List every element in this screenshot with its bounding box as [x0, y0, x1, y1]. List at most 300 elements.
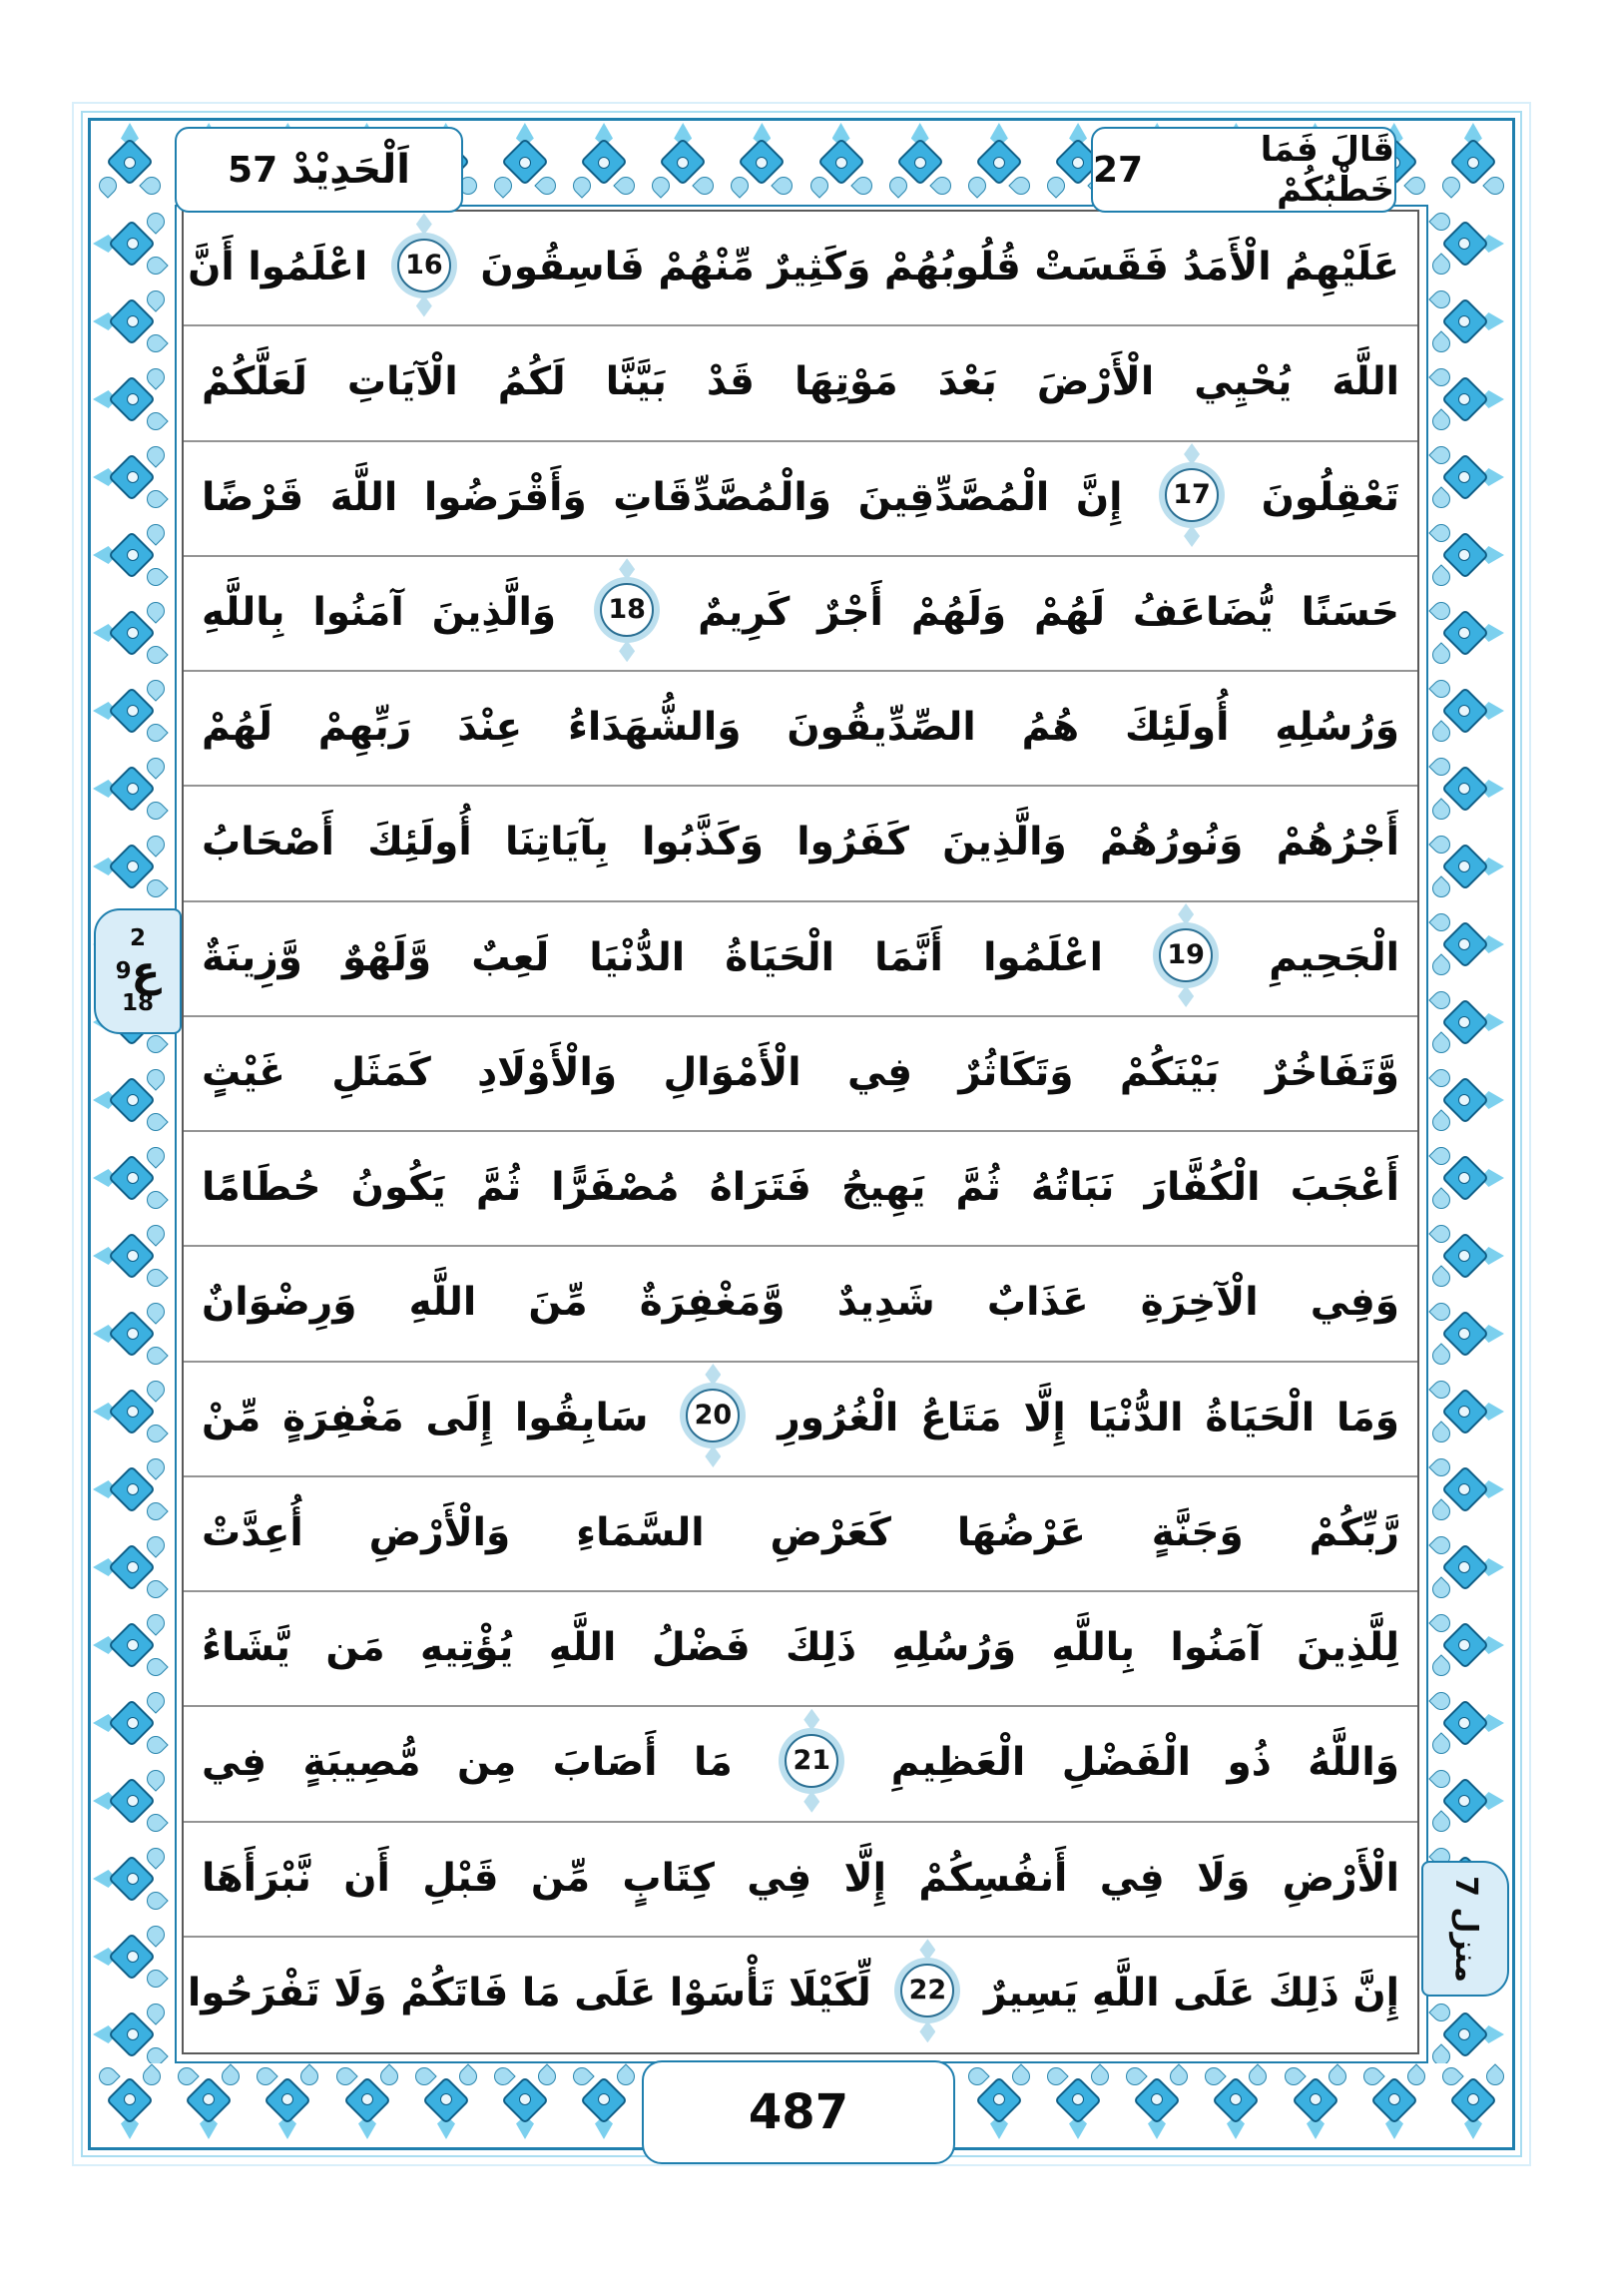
- arabesque-motif-part: [143, 486, 168, 511]
- arabesque-motif-part: [143, 1109, 168, 1134]
- arabesque-motif-part: [127, 238, 139, 250]
- arabesque-motif-part: [95, 2063, 120, 2088]
- arabesque-motif-part: [143, 442, 168, 467]
- arabesque-motif: [1428, 1528, 1506, 1606]
- arabesque-motif: [565, 121, 643, 199]
- arabesque-motif-part: [1458, 1561, 1470, 1573]
- arabesque-motif-part: [1428, 798, 1453, 823]
- ayah-line: [184, 787, 1417, 901]
- arabesque-motif: [1428, 672, 1506, 750]
- arabesque-motif-part: [1428, 1421, 1453, 1445]
- arabesque-motif-part: [1428, 287, 1453, 311]
- arabesque-motif-part: [1428, 1065, 1453, 1090]
- arabesque-motif-part: [143, 1810, 168, 1835]
- arabesque-motif-part: [1403, 2063, 1428, 2088]
- arabesque-motif-part: [1428, 1610, 1453, 1635]
- arabesque-motif-part: [143, 1299, 168, 1324]
- arabesque-motif-part: [756, 157, 768, 169]
- arabesque-motif-part: [1428, 676, 1453, 701]
- ruku-ain-symbol: ع: [131, 946, 161, 995]
- arabesque-motif-part: [1458, 1483, 1470, 1495]
- arabesque-motif-part: [772, 173, 797, 198]
- arabesque-motif: [486, 121, 564, 199]
- arabesque-motif: [91, 1061, 169, 1139]
- arabesque-motif-part: [1388, 2093, 1400, 2105]
- arabesque-motif-part: [127, 1328, 139, 1340]
- arabesque-motif: [1428, 1295, 1506, 1373]
- arabesque-motif-part: [254, 2063, 278, 2088]
- arabesque-motif-part: [1008, 173, 1033, 198]
- arabesque-motif-part: [1428, 1576, 1453, 1601]
- verse-number-marker: 17: [1165, 468, 1219, 522]
- arabesque-motif-part: [174, 2063, 199, 2088]
- arabesque-motif-part: [143, 330, 168, 355]
- arabesque-motif: [91, 1528, 169, 1606]
- arabesque-motif-part: [218, 2063, 243, 2088]
- arabesque-motif-part: [993, 157, 1005, 169]
- ayah-line: [184, 1247, 1417, 1362]
- arabesque-motif-part: [534, 173, 559, 198]
- arabesque-motif-part: [143, 364, 168, 389]
- arabesque-motif: [1428, 1450, 1506, 1528]
- arabesque-motif-part: [1072, 2093, 1084, 2105]
- arabesque-motif: [91, 2063, 169, 2141]
- arabesque-motif: [1428, 750, 1506, 828]
- arabesque-motif-part: [569, 2063, 594, 2088]
- arabesque-motif-part: [127, 1873, 139, 1885]
- arabesque-motif-part: [143, 2043, 168, 2063]
- arabesque-motif: [91, 594, 169, 672]
- ayah-line: [184, 326, 1417, 441]
- arabesque-motif-part: [1438, 2063, 1463, 2088]
- arabesque-motif-part: [1428, 1265, 1453, 1290]
- arabesque-motif-part: [1428, 1688, 1453, 1713]
- arabesque-motif-part: [1458, 238, 1470, 250]
- arabesque-motif: [407, 2063, 485, 2141]
- arabesque-motif-part: [1428, 364, 1453, 389]
- arabesque-motif-part: [127, 1406, 139, 1418]
- arabesque-motif-part: [143, 1766, 168, 1791]
- arabesque-motif-part: [964, 173, 989, 198]
- arabesque-motif-part: [1458, 549, 1470, 561]
- ayah-text: رَّبِّكُمْ وَجَنَّةٍ عَرْضُهَا كَعَرْضِ السَّمَاءِ وَالْأَرْضِ أُعِدَّتْ: [202, 1509, 1399, 1555]
- ayah-line: [184, 902, 1417, 1017]
- arabesque-motif-part: [1087, 2063, 1112, 2088]
- arabesque-motif: [91, 438, 169, 516]
- arabesque-motif: [1428, 516, 1506, 594]
- verse-number-marker: 16: [397, 239, 451, 292]
- ayah-text: تَعْقِلُونَ: [1261, 474, 1399, 520]
- border-band-left: [91, 205, 177, 2063]
- arabesque-motif-part: [1428, 1143, 1453, 1168]
- arabesque-motif-part: [143, 1610, 168, 1635]
- arabesque-motif-part: [143, 875, 168, 900]
- arabesque-motif-part: [127, 1094, 139, 1106]
- arabesque-motif: [1428, 1996, 1506, 2063]
- arabesque-motif: [91, 1139, 169, 1217]
- arabesque-motif-part: [1072, 157, 1084, 169]
- arabesque-motif-part: [569, 173, 594, 198]
- arabesque-motif-part: [1458, 627, 1470, 639]
- arabesque-motif: [1428, 438, 1506, 516]
- arabesque-motif-part: [127, 705, 139, 717]
- ruku-mid-number: 9: [115, 957, 132, 984]
- arabesque-motif-part: [1458, 861, 1470, 872]
- arabesque-motif-part: [124, 157, 136, 169]
- manzil-marker-tab: [1421, 1861, 1509, 1997]
- arabesque-motif-part: [1428, 720, 1453, 745]
- arabesque-motif-part: [519, 2093, 531, 2105]
- arabesque-motif-part: [885, 173, 910, 198]
- arabesque-motif: [960, 121, 1038, 199]
- ayah-text: الْجَحِيمِ: [1269, 934, 1400, 980]
- arabesque-motif: [1197, 2063, 1275, 2141]
- arabesque-motif-part: [1246, 2063, 1271, 2088]
- arabesque-motif: [723, 121, 800, 199]
- arabesque-motif-part: [143, 1888, 168, 1913]
- arabesque-motif: [1118, 2063, 1196, 2141]
- ayah-text: وَفِي الْآخِرَةِ عَذَابٌ شَدِيدٌ وَّمَغْفِرَةٌ مِّنَ اللَّهِ وَرِضْوَانٌ: [202, 1280, 1399, 1326]
- arabesque-motif-part: [143, 408, 168, 433]
- arabesque-motif-part: [806, 173, 831, 198]
- arabesque-motif-part: [1043, 2063, 1068, 2088]
- ayah-text: مَا أَصَابَ مِن مُّصِيبَةٍ فِي: [202, 1740, 733, 1786]
- surah-header-tab: [175, 127, 463, 213]
- ayah-text: إِنَّ الْمُصَّدِّقِينَ وَالْمُصَّدِّقَاتِ وَأَقْرَضُوا اللَّهَ قَرْضًا: [202, 474, 1123, 520]
- arabesque-motif-part: [127, 1717, 139, 1729]
- arabesque-motif-part: [143, 1654, 168, 1679]
- arabesque-motif-part: [1428, 2000, 1453, 2024]
- arabesque-motif-part: [1428, 1654, 1453, 1679]
- ayah-line: [184, 557, 1417, 672]
- arabesque-motif-part: [1458, 1250, 1470, 1262]
- verse-number-marker: 19: [1159, 928, 1213, 982]
- arabesque-motif: [91, 1840, 169, 1918]
- ruku-juz-count: 18: [121, 990, 154, 1016]
- arabesque-motif-part: [1043, 173, 1068, 198]
- arabesque-motif: [91, 1762, 169, 1840]
- arabesque-motif-part: [1428, 1532, 1453, 1557]
- arabesque-motif-part: [1458, 2028, 1470, 2040]
- arabesque-motif: [1428, 828, 1506, 905]
- verse-number-marker: 22: [900, 1964, 954, 2017]
- arabesque-motif: [91, 1606, 169, 1684]
- ayah-text: لِّكَيْلَا تَأْسَوْا عَلَى مَا فَاتَكُمْ وَلَا تَفْرَحُوا: [187, 1970, 871, 2015]
- arabesque-motif-part: [1458, 1406, 1470, 1418]
- arabesque-motif: [91, 1295, 169, 1373]
- arabesque-motif: [91, 360, 169, 438]
- arabesque-motif: [1428, 1217, 1506, 1295]
- arabesque-motif-part: [964, 2063, 989, 2088]
- arabesque-motif-part: [1123, 2063, 1148, 2088]
- ayah-text: اللَّهَ يُحْيِي الْأَرْضَ بَعْدَ مَوْتِهَا قَدْ بَيَّنَّا لَكُمُ الْآيَاتِ لَعَلَّكُمْ: [202, 359, 1399, 405]
- arabesque-motif-part: [1428, 408, 1453, 433]
- arabesque-motif-part: [1467, 2093, 1479, 2105]
- arabesque-motif-part: [728, 173, 753, 198]
- ruku-surah-count: 2: [129, 925, 146, 951]
- ruku-marker-tab: [94, 908, 182, 1034]
- arabesque-motif-part: [127, 1639, 139, 1651]
- arabesque-motif: [1428, 983, 1506, 1061]
- arabesque-motif-part: [127, 1951, 139, 1963]
- arabesque-motif-part: [519, 157, 531, 169]
- arabesque-motif: [91, 1918, 169, 1996]
- arabesque-motif: [486, 2063, 564, 2141]
- arabesque-motif-part: [1438, 173, 1463, 198]
- arabesque-motif-part: [411, 2063, 436, 2088]
- arabesque-motif-part: [1167, 2063, 1192, 2088]
- arabesque-motif-part: [455, 2063, 480, 2088]
- arabesque-motif-part: [376, 2063, 401, 2088]
- arabesque-motif: [249, 2063, 326, 2141]
- arabesque-motif: [1428, 283, 1506, 360]
- arabesque-motif-part: [143, 287, 168, 311]
- arabesque-motif: [91, 1684, 169, 1762]
- arabesque-motif-part: [914, 157, 926, 169]
- arabesque-motif-part: [1428, 442, 1453, 467]
- arabesque-motif-part: [143, 1732, 168, 1757]
- juz-header-tab: [1091, 127, 1396, 213]
- arabesque-motif-part: [1458, 938, 1470, 950]
- arabesque-motif-part: [143, 598, 168, 623]
- arabesque-motif: [1428, 1606, 1506, 1684]
- ayah-text: وَّتَفَاخُرٌ بَيْنَكُمْ وَتَكَاثُرٌ فِي الْأَمْوَالِ وَالْأَوْلَادِ كَمَثَلِ غَيْثٍ: [202, 1049, 1399, 1095]
- arabesque-motif-part: [1428, 642, 1453, 667]
- arabesque-motif-part: [1482, 2063, 1507, 2088]
- arabesque-motif-part: [127, 1172, 139, 1184]
- arabesque-motif-part: [490, 173, 515, 198]
- arabesque-motif-part: [1359, 2063, 1384, 2088]
- arabesque-motif-part: [127, 393, 139, 405]
- arabesque-motif-part: [127, 861, 139, 872]
- arabesque-motif: [802, 121, 880, 199]
- arabesque-motif: [565, 2063, 643, 2141]
- arabesque-motif-part: [613, 2063, 638, 2088]
- arabesque-motif-part: [1428, 1810, 1453, 1835]
- ayah-text: أَعْجَبَ الْكُفَّارَ نَبَاتُهُ ثُمَّ يَهِيجُ فَتَرَاهُ مُصْفَرًّا ثُمَّ يَكُونُ حُطَامًا: [202, 1165, 1399, 1210]
- arabesque-motif-part: [534, 2063, 559, 2088]
- arabesque-motif-part: [361, 2093, 373, 2105]
- arabesque-motif-part: [1458, 1717, 1470, 1729]
- arabesque-motif-part: [127, 471, 139, 483]
- arabesque-motif-part: [1310, 2093, 1322, 2105]
- arabesque-motif-part: [598, 157, 610, 169]
- arabesque-motif-part: [143, 832, 168, 857]
- arabesque-motif-part: [143, 1221, 168, 1246]
- arabesque-motif-part: [1458, 705, 1470, 717]
- verse-number-marker: 20: [686, 1389, 740, 1442]
- arabesque-motif-part: [127, 1561, 139, 1573]
- arabesque-motif: [91, 1450, 169, 1528]
- arabesque-motif-part: [143, 253, 168, 278]
- arabesque-motif: [1355, 2063, 1433, 2141]
- verse-number-marker: 18: [600, 583, 654, 637]
- juz-number: 27: [1093, 149, 1144, 191]
- arabesque-motif-part: [1428, 754, 1453, 779]
- ayah-line: [184, 1823, 1417, 1938]
- arabesque-motif-part: [1458, 783, 1470, 795]
- arabesque-motif-part: [143, 754, 168, 779]
- page-number-tab: [642, 2060, 955, 2164]
- arabesque-motif-part: [1428, 1498, 1453, 1523]
- arabesque-motif-part: [1458, 1094, 1470, 1106]
- verse-number-marker: 21: [785, 1734, 838, 1788]
- arabesque-motif-part: [95, 173, 120, 198]
- arabesque-motif-part: [1428, 486, 1453, 511]
- arabesque-motif-part: [127, 1795, 139, 1807]
- arabesque-motif-part: [929, 173, 954, 198]
- arabesque-motif: [1039, 2063, 1117, 2141]
- arabesque-motif-part: [1428, 987, 1453, 1012]
- ayah-line: [184, 672, 1417, 787]
- arabesque-motif-part: [1428, 875, 1453, 900]
- arabesque-motif-part: [1428, 1299, 1453, 1324]
- arabesque-motif-part: [143, 1922, 168, 1947]
- ayah-line: [184, 1592, 1417, 1707]
- arabesque-motif-part: [143, 2000, 168, 2024]
- arabesque-motif-part: [143, 1498, 168, 1523]
- ayah-line: [184, 1017, 1417, 1132]
- ayah-text: اعْلَمُوا أَنَّ: [188, 245, 368, 289]
- arabesque-motif-part: [1458, 1795, 1470, 1807]
- arabesque-motif: [91, 121, 169, 199]
- arabesque-motif: [91, 1217, 169, 1295]
- ayah-line: [184, 212, 1417, 326]
- arabesque-motif-part: [1403, 173, 1428, 198]
- arabesque-motif: [1428, 1762, 1506, 1840]
- arabesque-motif: [1428, 905, 1506, 983]
- arabesque-motif: [1277, 2063, 1354, 2141]
- arabesque-motif-part: [143, 1844, 168, 1869]
- arabesque-motif-part: [1428, 598, 1453, 623]
- arabesque-motif: [1434, 121, 1512, 199]
- arabesque-motif-part: [648, 173, 673, 198]
- arabesque-motif-part: [124, 2093, 136, 2105]
- page-number: 487: [748, 2084, 849, 2140]
- text-lines: [182, 210, 1419, 2054]
- arabesque-motif-part: [127, 1483, 139, 1495]
- arabesque-motif-part: [1428, 2043, 1453, 2063]
- arabesque-motif-part: [1458, 1328, 1470, 1340]
- ayah-text: الْأَرْضِ وَلَا فِي أَنفُسِكُمْ إِلَّا فِي كِتَابٍ مِّن قَبْلِ أَن نَّبْرَأَهَا: [202, 1855, 1399, 1901]
- arabesque-motif-part: [1428, 253, 1453, 278]
- ayah-text: إِنَّ ذَلِكَ عَلَى اللَّهِ يَسِيرٌ: [983, 1970, 1399, 2015]
- arabesque-motif-part: [143, 1031, 168, 1056]
- ayah-line: [184, 1363, 1417, 1477]
- arabesque-motif-part: [993, 2093, 1005, 2105]
- arabesque-motif-part: [1428, 832, 1453, 857]
- arabesque-motif-part: [1428, 1343, 1453, 1368]
- arabesque-motif-part: [1428, 1377, 1453, 1402]
- arabesque-motif-part: [1458, 1016, 1470, 1028]
- arabesque-motif-part: [143, 1532, 168, 1557]
- arabesque-motif: [1428, 1061, 1506, 1139]
- arabesque-motif-part: [332, 2063, 357, 2088]
- arabesque-motif: [91, 1373, 169, 1450]
- arabesque-motif: [91, 205, 169, 283]
- arabesque-motif-part: [1428, 520, 1453, 545]
- arabesque-motif-part: [127, 1250, 139, 1262]
- arabesque-motif: [1428, 1373, 1506, 1450]
- arabesque-motif-part: [1428, 1454, 1453, 1479]
- arabesque-motif-part: [1281, 2063, 1306, 2088]
- arabesque-motif-part: [490, 2063, 515, 2088]
- arabesque-motif-part: [1202, 2063, 1227, 2088]
- arabesque-motif-part: [143, 1421, 168, 1445]
- arabesque-motif-part: [143, 1065, 168, 1090]
- arabesque-motif-part: [1458, 393, 1470, 405]
- ayah-text: عَلَيْهِمُ الْأَمَدُ فَقَسَتْ قُلُوبُهُمْ وَكَثِيرٌ مِّنْهُمْ فَاسِقُونَ: [480, 245, 1399, 289]
- arabesque-motif-part: [835, 157, 847, 169]
- arabesque-motif: [1428, 1684, 1506, 1762]
- arabesque-motif-part: [127, 2028, 139, 2040]
- arabesque-motif: [881, 121, 959, 199]
- arabesque-motif-part: [1008, 2063, 1033, 2088]
- arabesque-motif-part: [127, 549, 139, 561]
- surah-name: اَلْحَدِيْدْ: [291, 147, 410, 193]
- ayah-line: [184, 442, 1417, 557]
- arabesque-motif-part: [143, 1966, 168, 1991]
- arabesque-motif-part: [127, 783, 139, 795]
- arabesque-motif-part: [1482, 173, 1507, 198]
- arabesque-motif: [1434, 2063, 1512, 2141]
- arabesque-motif-part: [1428, 1109, 1453, 1134]
- arabesque-motif: [91, 283, 169, 360]
- arabesque-motif: [91, 672, 169, 750]
- arabesque-motif-part: [143, 1688, 168, 1713]
- arabesque-motif-part: [143, 1377, 168, 1402]
- arabesque-motif-part: [692, 173, 717, 198]
- arabesque-motif-part: [1428, 1732, 1453, 1757]
- arabesque-motif-part: [598, 2093, 610, 2105]
- arabesque-motif-part: [1458, 471, 1470, 483]
- arabesque-motif: [91, 516, 169, 594]
- arabesque-motif-part: [1428, 209, 1453, 234]
- arabesque-motif: [91, 750, 169, 828]
- arabesque-motif-part: [143, 1343, 168, 1368]
- arabesque-motif-part: [143, 564, 168, 589]
- arabesque-motif-part: [1325, 2063, 1349, 2088]
- border-band-right: [1426, 205, 1512, 2063]
- arabesque-motif-part: [1428, 1766, 1453, 1791]
- ayah-text: اعْلَمُوا أَنَّمَا الْحَيَاةُ الدُّنْيَا لَعِبٌ وَّلَهْوٌ وَّزِينَةٌ: [202, 934, 1103, 980]
- arabesque-motif-part: [1428, 564, 1453, 589]
- manzil-label: منزل 7: [1447, 1875, 1483, 1983]
- arabesque-motif: [91, 1996, 169, 2063]
- arabesque-motif: [170, 2063, 248, 2141]
- arabesque-motif-part: [1428, 1221, 1453, 1246]
- arabesque-motif: [91, 828, 169, 905]
- arabesque-motif-part: [613, 173, 638, 198]
- juz-name: قَالَ فَمَا خَطْبُكُمْ: [1260, 130, 1394, 210]
- arabesque-motif-part: [297, 2063, 322, 2088]
- arabesque-motif-part: [143, 1187, 168, 1212]
- arabesque-motif-part: [143, 642, 168, 667]
- arabesque-motif: [960, 2063, 1038, 2141]
- arabesque-motif: [1428, 360, 1506, 438]
- arabesque-motif-part: [1428, 909, 1453, 934]
- ayah-text: وَرُسُلِهِ أُولَئِكَ هُمُ الصِّدِّيقُونَ وَالشُّهَدَاءُ عِنْدَ رَبِّهِمْ لَهُمْ: [202, 705, 1399, 750]
- arabesque-motif: [1428, 205, 1506, 283]
- arabesque-motif-part: [850, 173, 875, 198]
- ayah-text: سَابِقُوا إِلَى مَغْفِرَةٍ مِّنْ: [202, 1395, 649, 1440]
- arabesque-motif: [644, 121, 722, 199]
- arabesque-motif-part: [143, 1265, 168, 1290]
- surah-number: 57: [228, 149, 278, 191]
- ayah-line: [184, 1477, 1417, 1592]
- ayah-text: وَمَا الْحَيَاةُ الدُّنْيَا إِلَّا مَتَاعُ الْغُرُورِ: [778, 1395, 1399, 1440]
- arabesque-motif-part: [1458, 315, 1470, 327]
